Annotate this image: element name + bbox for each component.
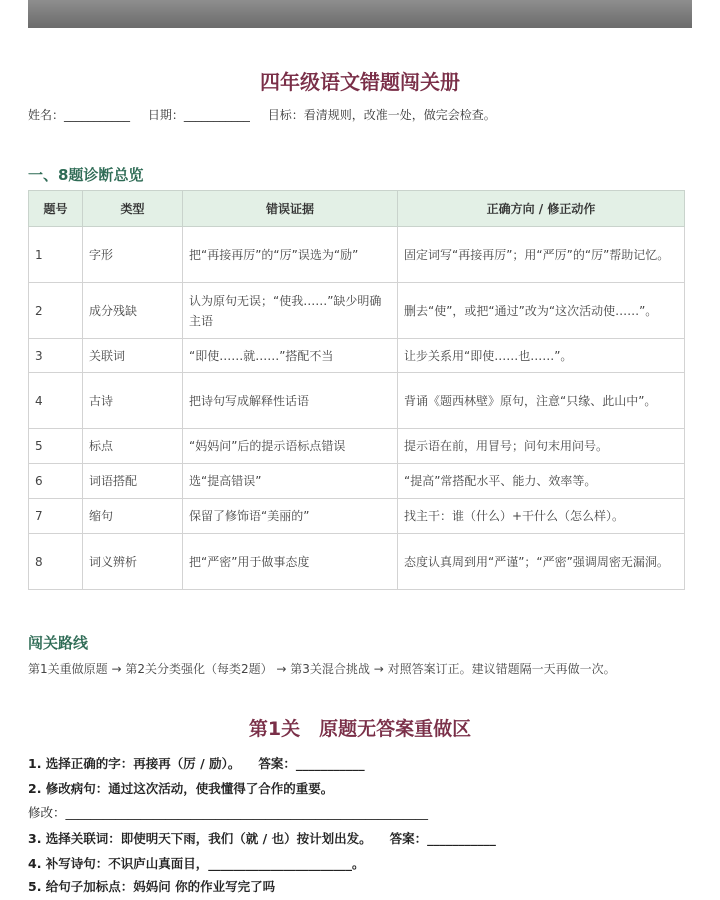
name-field[interactable]: 姓名：___________ [28,108,131,122]
cell-evidence: “妈妈问”后的提示语标点错误 [183,429,398,464]
info-line [28,106,510,123]
top-scroll-bar [28,0,692,28]
question-5: 5. 给句子加标点：妈妈问 你的作业写完了吗 [28,879,276,894]
table-row [29,499,685,534]
date-field[interactable]: 日期：___________ [147,108,250,122]
cell-evidence: 认为原句无误；“使我……”缺少明确主语 [183,283,398,339]
question-3-text: 3. 选择关联词：即使明天下雨，我们（就 / 也）按计划出发。 [28,831,372,846]
cell-no: 8 [29,534,83,590]
page-title: 四年级语文错题闯关册 [260,70,460,94]
cell-fix: 删去“使”，或把“通过”改为“这次活动使……”。 [398,283,685,339]
diagnosis-table [28,190,685,590]
cell-no: 5 [29,429,83,464]
cell-fix: 背诵《题西林壁》原句，注意“只缘、此山中”。 [398,373,685,429]
col-header-no: 题号 [29,191,83,227]
table-row [29,283,685,339]
col-header-evidence: 错误证据 [183,191,398,227]
table-row [29,534,685,590]
cell-no: 1 [29,227,83,283]
section1-heading: 一、8题诊断总览 [28,166,144,184]
table-row [29,373,685,429]
cell-evidence: 把“严密”用于做事态度 [183,534,398,590]
cell-evidence: 把“再接再厉”的“厉”误选为“励” [183,227,398,283]
cell-evidence: 保留了修饰语“美丽的” [183,499,398,534]
cell-fix: 找主干：谁（什么）+干什么（怎么样）。 [398,499,685,534]
question-3 [28,829,496,847]
question-4: 4. 补写诗句：不识庐山真面目，_______________________。 [28,856,365,871]
cell-fix: 提示语在前，用冒号；问句末用问号。 [398,429,685,464]
cell-no: 3 [29,339,83,373]
route-heading: 闯关路线 [28,634,89,652]
table-header-row [29,191,685,227]
cell-evidence: “即使……就……”搭配不当 [183,339,398,373]
cell-type: 词义辨析 [83,534,183,590]
cell-no: 4 [29,373,83,429]
cell-no: 2 [29,283,83,339]
cell-evidence: 选“提高错误” [183,464,398,499]
level1-heading: 第1关 原题无答案重做区 [248,718,472,740]
col-header-type: 类型 [83,191,183,227]
question-1 [28,754,365,772]
question-3-answer-field[interactable]: 答案：___________ [389,831,496,846]
cell-fix: 固定词写“再接再厉”；用“严厉”的“厉”帮助记忆。 [398,227,685,283]
question-1-answer-field[interactable]: 答案：___________ [258,756,365,771]
col-header-fix: 正确方向 / 修正动作 [398,191,685,227]
table-row [29,227,685,283]
question-2-fix-field[interactable]: 修改：__________________________________________________________ [28,805,429,820]
cell-type: 关联词 [83,339,183,373]
cell-fix: “提高”常搭配水平、能力、效率等。 [398,464,685,499]
cell-evidence: 把诗句写成解释性话语 [183,373,398,429]
question-2: 2. 修改病句：通过这次活动，使我懂得了合作的重要。 [28,781,334,796]
cell-no: 7 [29,499,83,534]
table-row [29,464,685,499]
table-row [29,429,685,464]
cell-type: 字形 [83,227,183,283]
route-text: 第1关重做原题 → 第2关分类强化（每类2题） → 第3关混合挑战 → 对照答案订正。建议错题隔一天再做一次。 [28,662,616,676]
question-1-text: 1. 选择正确的字：再接再（厉 / 励）。 [28,756,241,771]
cell-type: 词语搭配 [83,464,183,499]
cell-fix: 态度认真周到用“严谨”；“严密”强调周密无漏洞。 [398,534,685,590]
cell-no: 6 [29,464,83,499]
goal-text: 目标：看清规则，改准一处，做完会检查。 [267,108,496,122]
cell-fix: 让步关系用“即使……也……”。 [398,339,685,373]
cell-type: 成分残缺 [83,283,183,339]
cell-type: 标点 [83,429,183,464]
cell-type: 缩句 [83,499,183,534]
table-row [29,339,685,373]
cell-type: 古诗 [83,373,183,429]
